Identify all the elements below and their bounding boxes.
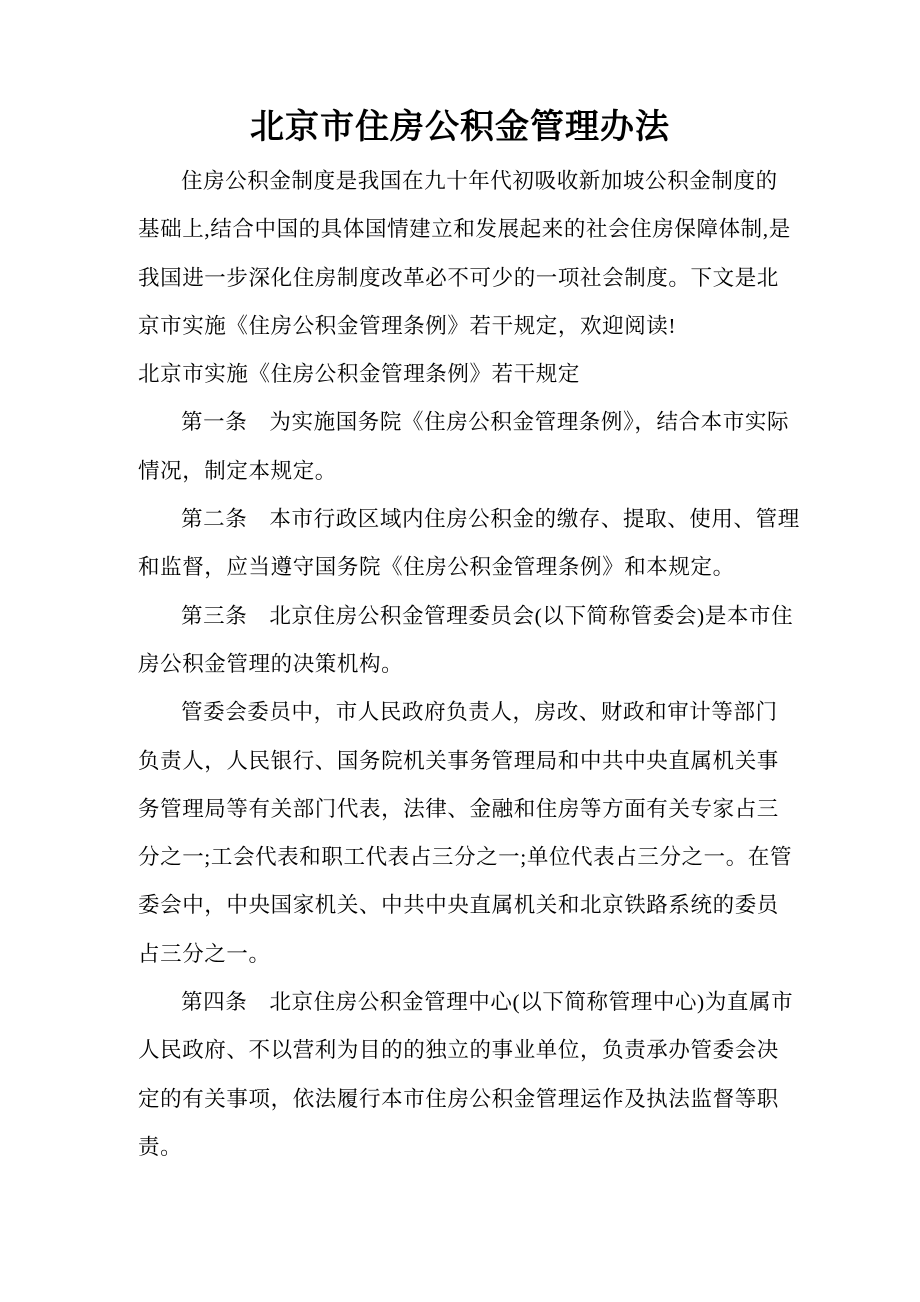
text-line: 人民政府、不以营利为目的的独立的事业单位，负责承办管委会决 [138, 1038, 779, 1063]
text-line: 定的有关事项，依法履行本市住房公积金管理运作及执法监督等职 [138, 1086, 779, 1111]
text-line: 占三分之一。 [138, 941, 271, 966]
text-line: 第四条 北京住房公积金管理中心(以下简称管理中心)为直属市 [181, 990, 794, 1015]
document-title: 北京市住房公积金管理办法 [250, 109, 670, 146]
text-line: 负责人，人民银行、国务院机关事务管理局和中共中央直属机关事 [138, 748, 779, 773]
text-line: 房公积金管理的决策机构。 [138, 651, 404, 676]
text-line: 住房公积金制度是我国在九十年代初吸收新加坡公积金制度的 [181, 169, 778, 193]
text-line: 第一条 为实施国务院《住房公积金管理条例》，结合本市实际 [181, 410, 790, 435]
document-body [0, 157, 920, 1171]
text-line: 第三条 北京住房公积金管理委员会(以下简称管委会)是本市住 [181, 603, 794, 628]
text-line: 情况，制定本规定。 [138, 458, 337, 483]
text-line: 和监督，应当遵守国务院《住房公积金管理条例》和本规定。 [138, 555, 735, 580]
text-line: 京市实施《住房公积金管理条例》若干规定，欢迎阅读! [138, 313, 677, 338]
text-line: 务管理局等有关部门代表，法律、金融和住房等方面有关专家占三 [138, 796, 779, 821]
text-line: 我国进一步深化住房制度改革必不可少的一项社会制度。下文是北 [138, 265, 779, 290]
text-line: 第二条 本市行政区域内住房公积金的缴存、提取、使用、管理 [181, 507, 800, 532]
text-line: 委会中，中央国家机关、中共中央直属机关和北京铁路系统的委员 [138, 893, 779, 918]
text-line: 管委会委员中，市人民政府负责人，房改、财政和审计等部门 [181, 700, 778, 725]
text-line: 基础上,结合中国的具体国情建立和发展起来的社会住房保障体制,是 [138, 217, 791, 242]
text-line: 责。 [138, 1134, 183, 1159]
text-line: 分之一;工会代表和职工代表占三分之一;单位代表占三分之一。在管 [138, 845, 793, 870]
text-line: 北京市实施《住房公积金管理条例》若干规定 [138, 362, 581, 387]
